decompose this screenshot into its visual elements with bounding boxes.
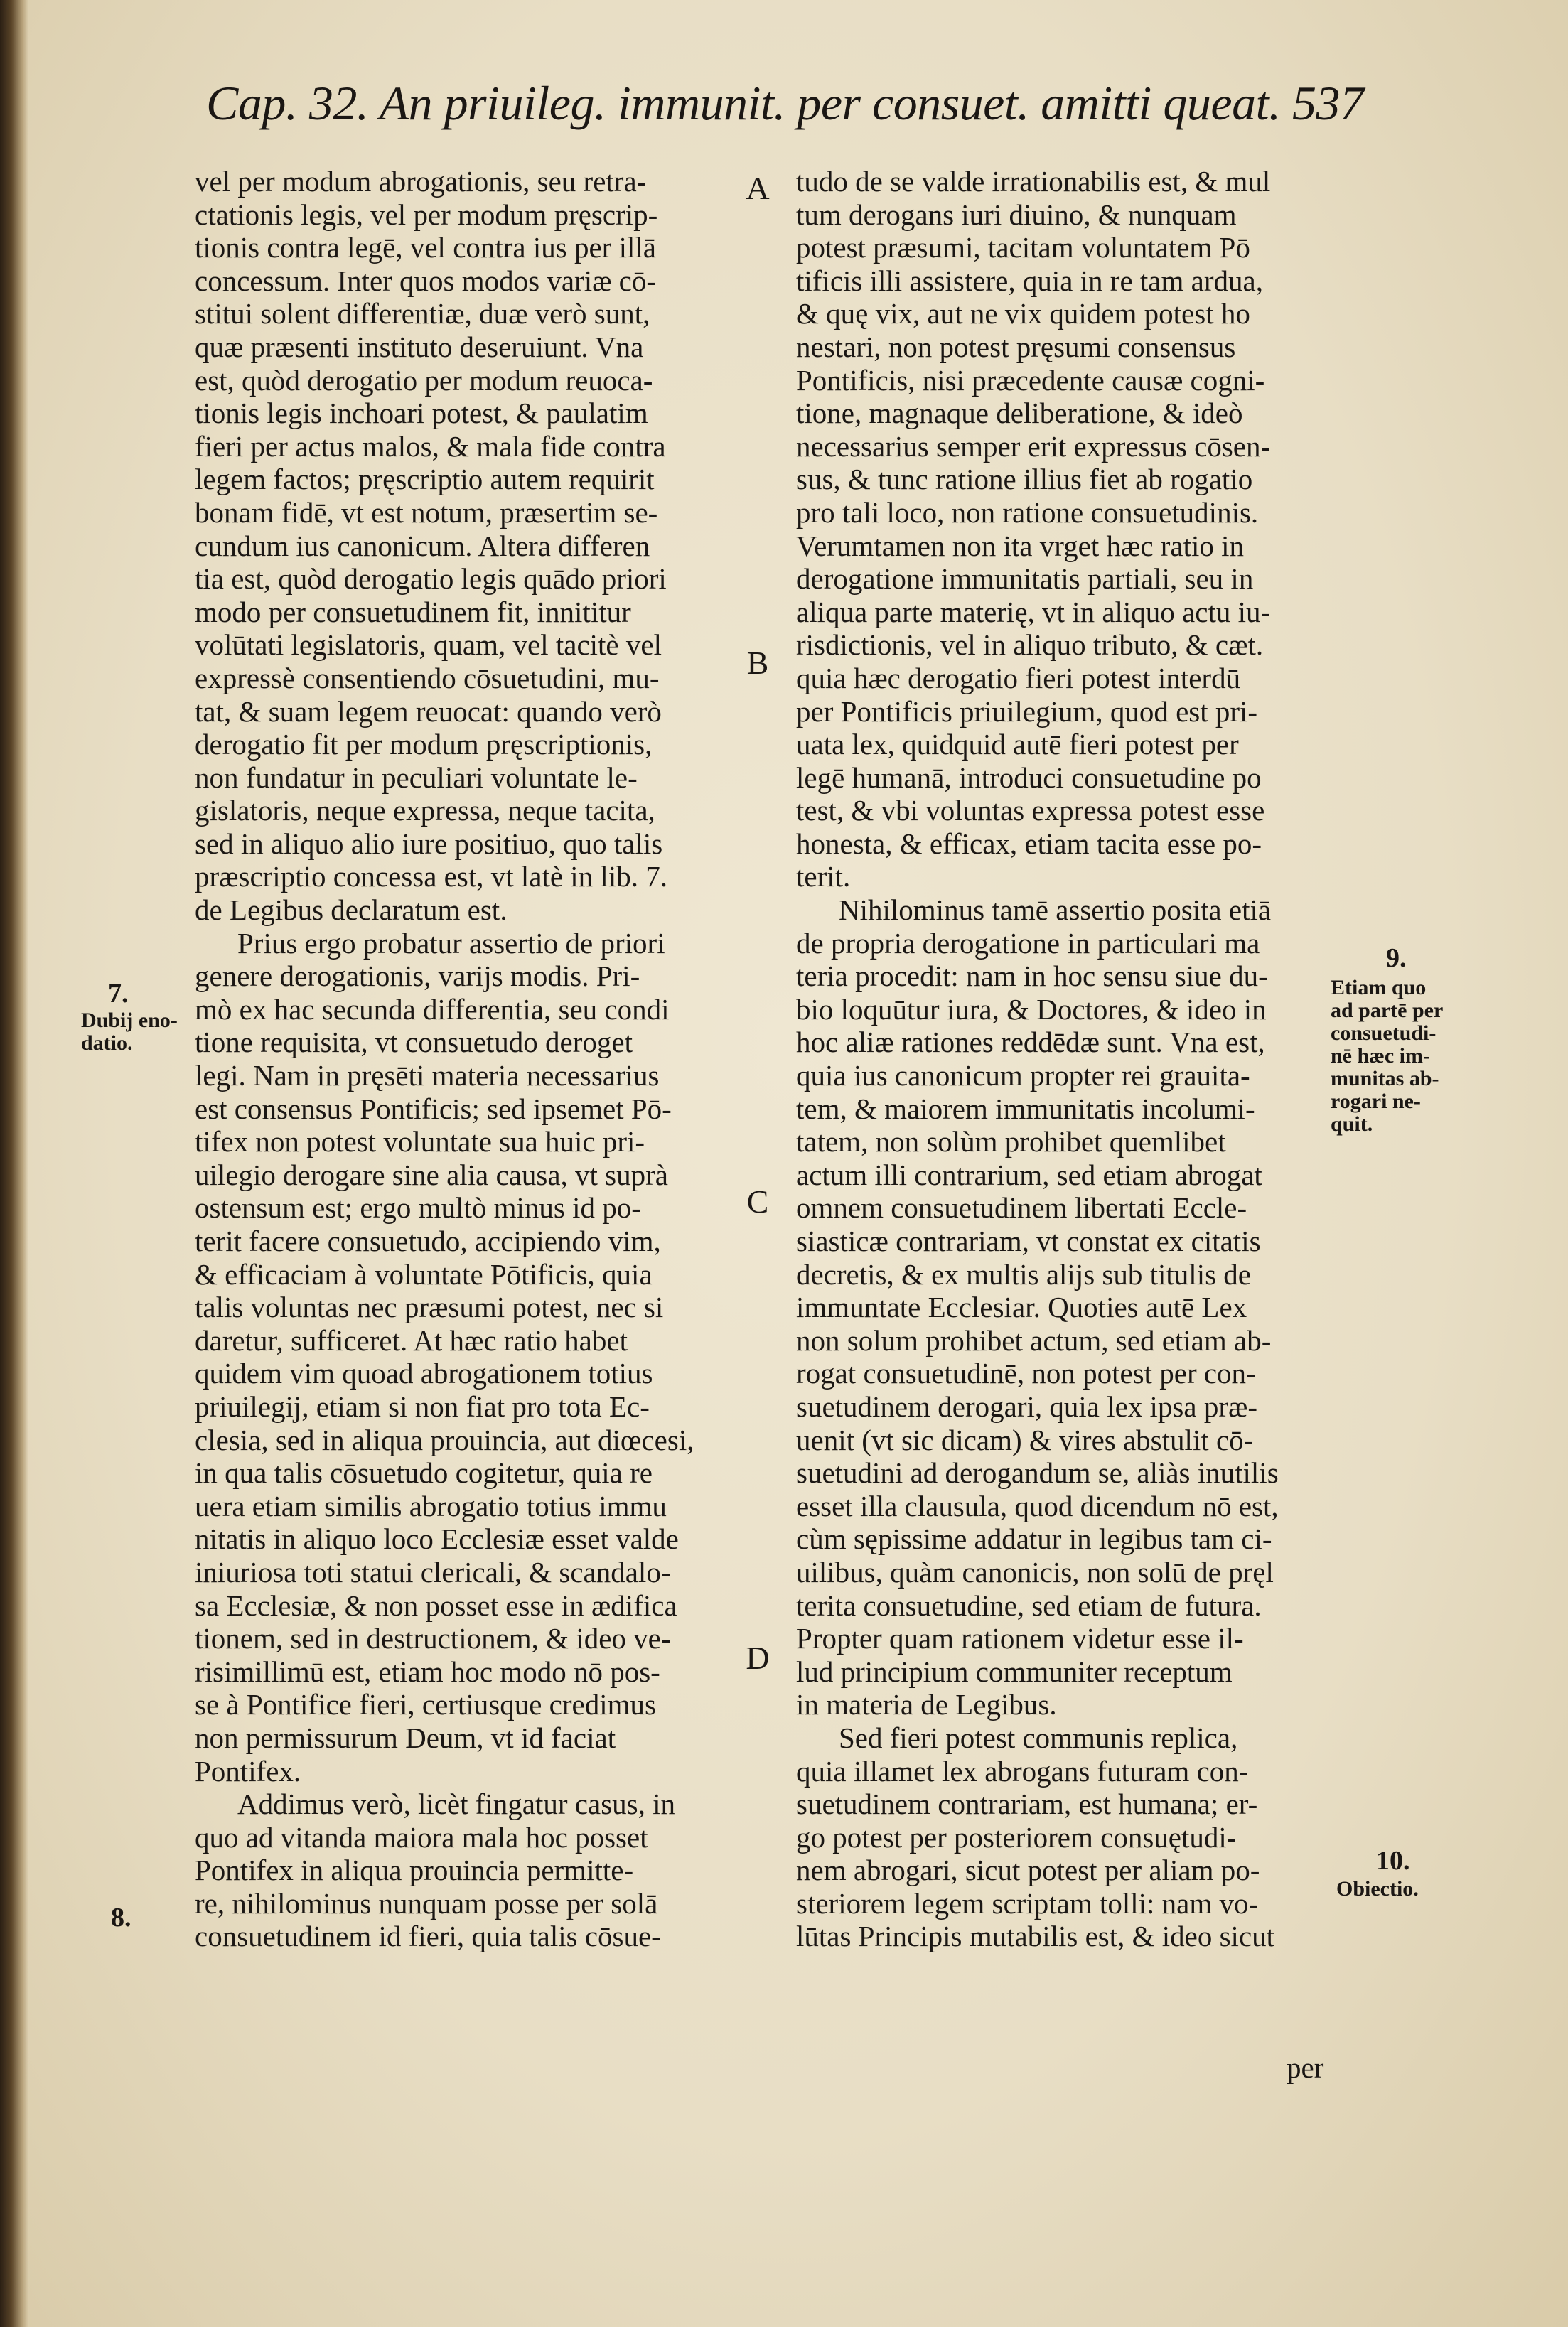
text-line: genere derogationis, varijs modis. Pri-	[195, 960, 640, 993]
section-letter-b: B	[746, 645, 769, 681]
text-line: uata lex, quidquid autē fieri potest per	[796, 728, 1239, 761]
text-line: est, quòd derogatio per modum reuoca-	[195, 363, 653, 397]
text-line: risdictionis, vel in aliquo tributo, & cæt.	[796, 628, 1264, 662]
text-line: gislatoris, neque expressa, neque tacita,	[195, 794, 655, 827]
text-line: derogatione immunitatis partiali, seu in	[796, 562, 1254, 596]
text-line: in materia de Legibus.	[796, 1688, 1057, 1721]
margin-note-line: nē hæc im-	[1331, 1044, 1430, 1068]
text-line: pro tali loco, non ratione consuetudinis.	[796, 495, 1259, 529]
text-line: uera etiam similis abrogatio totius immu	[195, 1489, 667, 1522]
text-line: go potest per posteriorem consuętudi-	[796, 1820, 1237, 1854]
text-line: Nihilominus tamē assertio posita etiā	[839, 893, 1272, 927]
margin-note-line: rogari ne-	[1331, 1090, 1421, 1113]
text-line: est consensus Pontificis; sed ipsemet Pō-	[195, 1092, 672, 1125]
text-line: expressè consentiendo cōsuetudini, mu-	[195, 661, 660, 694]
text-line: quia illamet lex abrogans futuram con-	[796, 1754, 1249, 1788]
text-line: ostensum est; ergo multò minus id po-	[195, 1191, 641, 1225]
text-line: rogat consuetudinē, non potest per con-	[796, 1357, 1256, 1390]
text-line: per Pontificis priuilegium, quod est pri-	[796, 694, 1258, 728]
text-line: clesia, sed in aliqua prouincia, aut diœcesi,	[195, 1423, 694, 1456]
text-line: re, nihilominus nunquam posse per solā	[195, 1886, 658, 1920]
text-line: Addimus verò, licèt fingatur casus, in	[237, 1788, 676, 1821]
running-head: Cap. 32. An priuileg. immunit. per consuet. amitti queat. 537	[206, 76, 1364, 130]
text-line: vel per modum abrogationis, seu retra-	[195, 165, 647, 198]
text-line: decretis, & ex multis alijs sub titulis de	[796, 1257, 1251, 1291]
text-line: non fundatur in peculiari voluntate le-	[195, 761, 638, 794]
text-line: legi. Nam in pręsēti materia necessarius	[195, 1059, 660, 1092]
text-line: immuntate Ecclesiar. Quoties autē Lex	[796, 1291, 1247, 1324]
text-line: volūtati legislatoris, quam, vel tacitè vel	[195, 628, 662, 662]
margin-note-line: consuetudi-	[1331, 1021, 1437, 1045]
text-line: bio loquūtur iura, & Doctores, & ideo in	[796, 992, 1267, 1026]
margin-note-7	[81, 1009, 178, 1055]
text-line: Pontifex.	[195, 1754, 301, 1788]
text-line: quæ præsenti instituto deseruiunt. Vna	[195, 330, 644, 363]
catchword: per	[1287, 2051, 1324, 2084]
text-line: tia est, quòd derogatio legis quādo priori	[195, 562, 667, 596]
text-line: Propter quam rationem videtur esse il-	[796, 1622, 1244, 1655]
text-line: teria procedit: nam in hoc sensu siue du-	[796, 960, 1268, 993]
right-text-column	[796, 165, 1329, 1953]
text-line: tione requisita, vt consuetudo deroget	[195, 1026, 633, 1059]
page-gutter-shadow	[0, 0, 28, 2327]
text-line: derogatio fit per modum pręscriptionis,	[195, 728, 653, 761]
text-line: talis voluntas nec præsumi potest, nec si	[195, 1291, 664, 1324]
text-line: concessum. Inter quos modos variæ cō-	[195, 264, 657, 297]
section-letter-c: C	[746, 1183, 769, 1220]
text-line: tum derogans iuri diuino, & nunquam	[796, 198, 1237, 231]
margin-note-9-number: 9.	[1386, 943, 1407, 973]
text-line: siasticæ contrariam, vt constat ex citatis	[796, 1225, 1261, 1257]
text-line: suetudini ad derogandum se, aliàs inutilis	[796, 1456, 1279, 1490]
text-line: daretur, sufficeret. At hæc ratio habet	[195, 1323, 628, 1357]
text-line: nem abrogari, sicut potest per aliam po-	[796, 1854, 1260, 1887]
text-line: uenit (vt sic dicam) & vires abstulit cō-	[796, 1423, 1254, 1456]
left-text-column	[195, 165, 735, 1953]
text-line: Prius ergo probatur assertio de priori	[237, 926, 665, 960]
text-line: suetudinem contrariam, est humana; er-	[796, 1788, 1258, 1821]
text-line: quidem vim quoad abrogationem totius	[195, 1357, 653, 1390]
text-line: & quę vix, aut ne vix quidem potest ho	[796, 297, 1250, 330]
text-line: præscriptio concessa est, vt latè in lib. 7.	[195, 860, 667, 893]
text-line: tem, & maiorem immunitatis incolumi-	[796, 1092, 1255, 1125]
section-letter-d: D	[746, 1640, 770, 1676]
text-line: tat, & suam legem reuocat: quando verò	[195, 694, 662, 728]
margin-note-10	[1336, 1878, 1419, 1901]
text-line: legē humanā, introduci consuetudine po	[796, 761, 1262, 794]
text-line: tificis illi assistere, quia in re tam ardua,	[796, 264, 1263, 297]
text-line: Pontifex in aliqua prouincia permitte-	[195, 1854, 634, 1887]
text-line: mò ex hac secunda differentia, seu condi	[195, 992, 670, 1026]
text-line: de Legibus declaratum est.	[195, 893, 508, 927]
text-line: tione, magnaque deliberatione, & ideò	[796, 397, 1243, 430]
text-line: uilibus, quàm canonicis, non solū de pręl	[796, 1555, 1274, 1589]
text-line: sus, & tunc ratione illius fiet ab rogatio	[796, 463, 1253, 496]
text-line: actum illi contrarium, sed etiam abrogat	[796, 1158, 1262, 1191]
margin-note-line: Etiam quo	[1331, 976, 1427, 999]
text-line: in qua talis cōsuetudo cogitetur, quia re	[195, 1456, 653, 1490]
margin-note-line: munitas ab-	[1331, 1067, 1439, 1090]
text-line: esset illa clausula, quod dicendum nō est,	[796, 1489, 1279, 1522]
text-line: non permissurum Deum, vt id faciat	[195, 1721, 616, 1754]
text-line: Verumtamen non ita vrget hæc ratio in	[796, 529, 1245, 562]
text-line: de propria derogatione in particulari ma	[796, 926, 1260, 960]
text-line: consuetudinem id fieri, quia talis cōsue-	[195, 1920, 661, 1953]
text-line: Pontificis, nisi præcedente causæ cogni-	[796, 363, 1265, 397]
text-line: test, & vbi voluntas expressa potest esse	[796, 794, 1265, 827]
margin-note-line: ad partē per	[1331, 999, 1444, 1022]
text-line: non solum prohibet actum, sed etiam ab-	[796, 1323, 1272, 1357]
margin-note-10-number: 10.	[1376, 1846, 1410, 1876]
text-line: tifex non potest voluntate sua huic pri-	[195, 1125, 645, 1159]
margin-note-7-number: 7.	[108, 979, 129, 1009]
text-line: se à Pontifice fieri, certiusque credimus	[195, 1688, 656, 1721]
text-line: terit facere consuetudo, accipiendo vim,	[195, 1225, 661, 1257]
text-line: quia hæc derogatio fieri potest interdū	[796, 661, 1241, 694]
text-line: steriorem legem scriptam tolli: nam vo-	[796, 1886, 1259, 1920]
text-line: potest præsumi, tacitam voluntatem Pō	[796, 231, 1250, 264]
margin-note-9	[1331, 977, 1443, 1136]
margin-note-line: datio.	[81, 1031, 133, 1055]
text-line: Sed fieri potest communis replica,	[839, 1721, 1238, 1754]
text-line: uilegio derogare sine alia causa, vt suprà	[195, 1158, 668, 1191]
text-line: honesta, & efficax, etiam tacita esse po-	[796, 827, 1262, 860]
section-letter-a: A	[746, 170, 770, 206]
text-line: iniuriosa toti statui clericali, & scandalo-	[195, 1555, 671, 1589]
text-line: lūtas Principis mutabilis est, & ideo sicut	[796, 1920, 1275, 1953]
text-line: ctationis legis, vel per modum pręscrip-	[195, 198, 658, 231]
text-line: quo ad vitanda maiora mala hoc posset	[195, 1820, 648, 1854]
text-line: tudo de se valde irrationabilis est, & mul	[796, 165, 1271, 198]
text-line: nitatis in aliquo loco Ecclesiæ esset valde	[195, 1522, 679, 1556]
text-line: sed in aliquo alio iure positiuo, quo talis	[195, 827, 663, 860]
margin-note-8-number: 8.	[111, 1903, 131, 1933]
text-line: tionis legis inchoari potest, & paulatim	[195, 397, 648, 430]
text-line: tatem, non solùm prohibet quemlibet	[796, 1125, 1226, 1159]
margin-note-line: quit.	[1331, 1112, 1373, 1136]
text-line: terita consuetudine, sed etiam de futura.	[796, 1589, 1262, 1622]
text-line: tionis contra legē, vel contra ius per illā	[195, 231, 656, 264]
text-line: lud principium communiter receptum	[796, 1655, 1233, 1688]
text-line: nestari, non potest pręsumi consensus	[796, 330, 1236, 363]
text-line: hoc aliæ rationes reddēdæ sunt. Vna est,	[796, 1026, 1265, 1059]
text-line: fieri per actus malos, & mala fide contra	[195, 429, 666, 463]
text-line: & efficaciam à voluntate Pōtificis, quia	[195, 1257, 653, 1291]
text-line: priuilegij, etiam si non fiat pro tota Ec-	[195, 1390, 650, 1423]
margin-note-line: Obiectio.	[1336, 1877, 1419, 1901]
text-line: cùm sępissime addatur in legibus tam ci-	[796, 1522, 1272, 1556]
text-line: necessarius semper erit expressus cōsen-	[796, 429, 1271, 463]
text-line: risimillimū est, etiam hoc modo nō pos-	[195, 1655, 660, 1688]
text-line: cundum ius canonicum. Altera differen	[195, 529, 650, 562]
text-line: stitui solent differentiæ, duæ verò sunt,	[195, 297, 650, 330]
text-line: tionem, sed in destructionem, & ideo ve-	[195, 1622, 671, 1655]
text-line: quia ius canonicum propter rei grauita-	[796, 1059, 1250, 1092]
text-line: bonam fidē, vt est notum, præsertim se-	[195, 495, 658, 529]
text-line: suetudinem derogari, quia lex ipsa præ-	[796, 1390, 1257, 1423]
text-line: sa Ecclesiæ, & non posset esse in ædifica	[195, 1589, 677, 1622]
text-line: aliqua parte materię, vt in aliquo actu iu-	[796, 595, 1271, 628]
text-line: omnem consuetudinem libertati Eccle-	[796, 1191, 1247, 1225]
text-line: legem factos; pręscriptio autem requirit	[195, 463, 655, 496]
text-line: terit.	[796, 860, 851, 893]
margin-note-line: Dubij eno-	[81, 1009, 178, 1032]
text-line: modo per consuetudinem fit, innititur	[195, 595, 631, 628]
